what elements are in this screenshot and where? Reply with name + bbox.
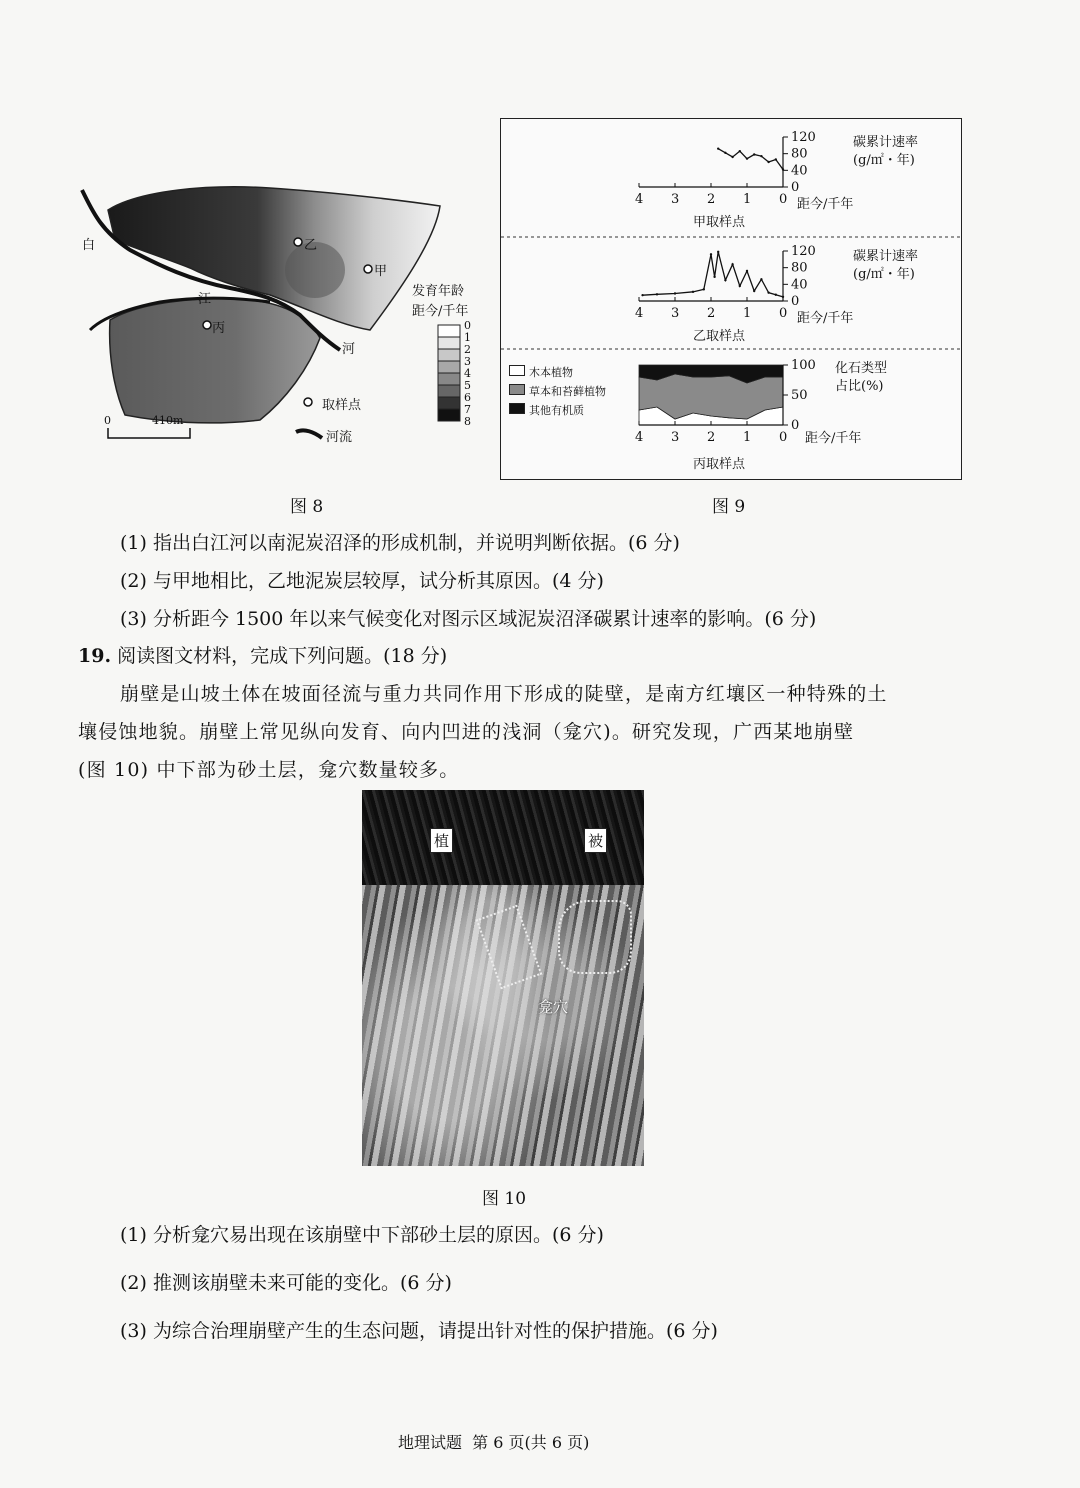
yi-point-1 (656, 293, 658, 295)
jia-point-3 (739, 150, 741, 152)
yi-unit-1: 碳累计速率 (853, 249, 919, 264)
yi-xtick-label-1: 3 (671, 306, 680, 321)
yi-point-5 (710, 253, 712, 255)
yi-point-13 (760, 278, 762, 280)
jia-xtick-label-3: 1 (743, 192, 752, 207)
figure-10-caption: 图 10 (482, 1189, 527, 1209)
label-vegetation-1: 植 (430, 828, 453, 853)
bing-xtick-label-2: 2 (707, 430, 716, 445)
yi-name: 乙取样点 (693, 329, 746, 344)
jia-point-6 (760, 155, 762, 157)
q19-para-line-1: 崩壁是山坡土体在坡面径流与重力共同作用下形成的陡壁，是南方红壤区一种特殊的土 (120, 683, 888, 705)
q19-para-line-3: (图 10) 中下部为砂土层，龛穴数量较多。 (78, 759, 460, 781)
sample-point-bing (203, 321, 211, 329)
q19-title: 阅读图文材料，完成下列问题。(18 分) (117, 645, 448, 667)
jia-point-4 (746, 157, 748, 159)
legend-woody: 木本植物 (509, 363, 606, 382)
figure-10-photo (362, 790, 644, 1166)
jia-xtick-label-2: 2 (707, 192, 716, 207)
jia-series-line (718, 149, 783, 170)
yi-point-9 (731, 263, 733, 265)
yi-point-4 (703, 288, 705, 290)
river-label-jiang: 江 (198, 292, 212, 307)
scale-zero: 0 (104, 414, 111, 427)
point-label-bing: 丙 (212, 321, 226, 336)
bing-ytick-label-2: 0 (791, 418, 800, 433)
page-footer: 地理试题 第 6 页(共 6 页) (398, 1433, 590, 1452)
q18-part-2: (2) 与甲地相比，乙地泥炭层较厚，试分析其原因。(4 分) (120, 570, 604, 592)
label-niche: 龛穴 (538, 998, 569, 1016)
jia-point-5 (753, 153, 755, 155)
niche-outline (558, 900, 632, 974)
jia-ytick-label-1: 80 (791, 146, 808, 162)
figure-8-caption: 图 8 (290, 497, 324, 517)
q19-para-line-2: 壤侵蚀地貌。崩壁上常见纵向发育、向内凹进的浅洞（龛穴)。研究发现，广西某地崩壁 (78, 721, 855, 743)
yi-point-6 (713, 276, 715, 278)
yi-point-15 (775, 294, 777, 296)
yi-xtick-label-3: 1 (743, 306, 752, 321)
yi-point-10 (739, 285, 741, 287)
jia-point-7 (767, 161, 769, 163)
bing-unit-1: 化石类型 (835, 361, 888, 376)
jia-xtick-label-4: 0 (779, 192, 788, 207)
river-label-bai: 白 (82, 238, 96, 253)
yi-series-line (643, 252, 783, 297)
bing-xlabel: 距今/千年 (805, 431, 862, 446)
legend-title-1: 发育年龄 (412, 284, 465, 299)
yi-xtick-label-4: 0 (779, 306, 788, 321)
jia-point-2 (731, 156, 733, 158)
yi-ytick-label-1: 80 (791, 260, 808, 276)
q19-part-2: (2) 推测该崩壁未来可能的变化。(6 分) (120, 1272, 452, 1294)
sample-point-jia (364, 265, 372, 273)
yi-point-3 (692, 291, 694, 293)
figure-9-caption: 图 9 (712, 497, 746, 517)
legend-ticks: 0 1 2 3 4 5 6 7 8 (464, 319, 471, 428)
yi-ytick-label-3: 0 (791, 294, 800, 309)
yi-point-0 (641, 294, 643, 296)
jia-xtick-label-0: 4 (635, 192, 644, 207)
bing-unit-2: 占比(%) (835, 379, 884, 394)
yi-xtick-label-2: 2 (707, 306, 716, 321)
label-vegetation-2: 被 (584, 828, 607, 853)
q19-part-1: (1) 分析龛穴易出现在该崩壁中下部砂土层的原因。(6 分) (120, 1224, 604, 1246)
jia-point-0 (717, 147, 719, 149)
legend-river-label: 河流 (326, 430, 353, 445)
jia-point-1 (724, 152, 726, 154)
bing-ytick-label-1: 50 (791, 388, 808, 403)
q19-number: 19. (78, 645, 112, 667)
jia-xtick-label-1: 3 (671, 192, 680, 207)
jia-point-8 (775, 158, 777, 160)
jia-ytick-label-0: 120 (791, 130, 816, 145)
bing-ytick-label-0: 100 (791, 358, 816, 373)
point-label-yi: 乙 (304, 238, 318, 253)
q18-part-3: (3) 分析距今 1500 年以来气候变化对图示区域泥炭沼泽碳累计速率的影响。(6 分) (120, 608, 817, 630)
jia-xlabel: 距今/千年 (797, 197, 854, 212)
yi-point-2 (674, 292, 676, 294)
yi-point-16 (782, 296, 784, 298)
bing-xtick-label-0: 4 (635, 430, 644, 445)
jia-unit-1: 碳累计速率 (853, 135, 919, 150)
jia-ytick-label-3: 0 (791, 180, 800, 195)
q19-part-3: (3) 为综合治理崩壁产生的生态问题，请提出针对性的保护措施。(6 分) (120, 1320, 718, 1342)
point-label-jia: 甲 (374, 264, 388, 279)
jia-name: 甲取样点 (693, 215, 746, 230)
bing-xtick-label-3: 1 (743, 430, 752, 445)
legend-herb-moss: 草本和苔藓植物 (509, 382, 606, 401)
yi-xlabel: 距今/千年 (797, 311, 854, 326)
yi-unit-2: (g/㎡・年) (853, 267, 915, 282)
legend-title-2: 距今/千年 (412, 304, 469, 319)
yi-xtick-label-0: 4 (635, 306, 644, 321)
yi-point-14 (767, 291, 769, 293)
figure-9-charts (501, 119, 961, 479)
bing-legend (509, 363, 606, 420)
niche-outline-2 (476, 905, 543, 990)
legend-other-organic: 其他有机质 (509, 401, 606, 420)
age-legend-bar (438, 325, 460, 421)
yi-point-7 (717, 251, 719, 253)
yi-ytick-label-2: 40 (791, 277, 808, 293)
jia-point-9 (782, 168, 784, 170)
jia-unit-2: (g/㎡・年) (853, 153, 915, 168)
bing-name: 丙取样点 (693, 457, 746, 472)
bing-xtick-label-4: 0 (779, 430, 788, 445)
yi-point-8 (724, 279, 726, 281)
figure-8 (70, 170, 490, 460)
yi-point-11 (746, 270, 748, 272)
legend-sample-label: 取样点 (322, 398, 362, 413)
sample-point-yi (294, 238, 302, 246)
scale-distance: 410m (152, 414, 184, 427)
figure-9 (500, 118, 962, 480)
q19-header (78, 641, 447, 668)
q18-part-1: (1) 指出白江河以南泥炭沼泽的形成机制，并说明判断依据。(6 分) (120, 532, 680, 554)
bing-xtick-label-1: 3 (671, 430, 680, 445)
jia-ytick-label-2: 40 (791, 163, 808, 179)
yi-point-12 (753, 290, 755, 292)
river-label-he: 河 (342, 342, 356, 357)
yi-ytick-label-0: 120 (791, 244, 816, 259)
